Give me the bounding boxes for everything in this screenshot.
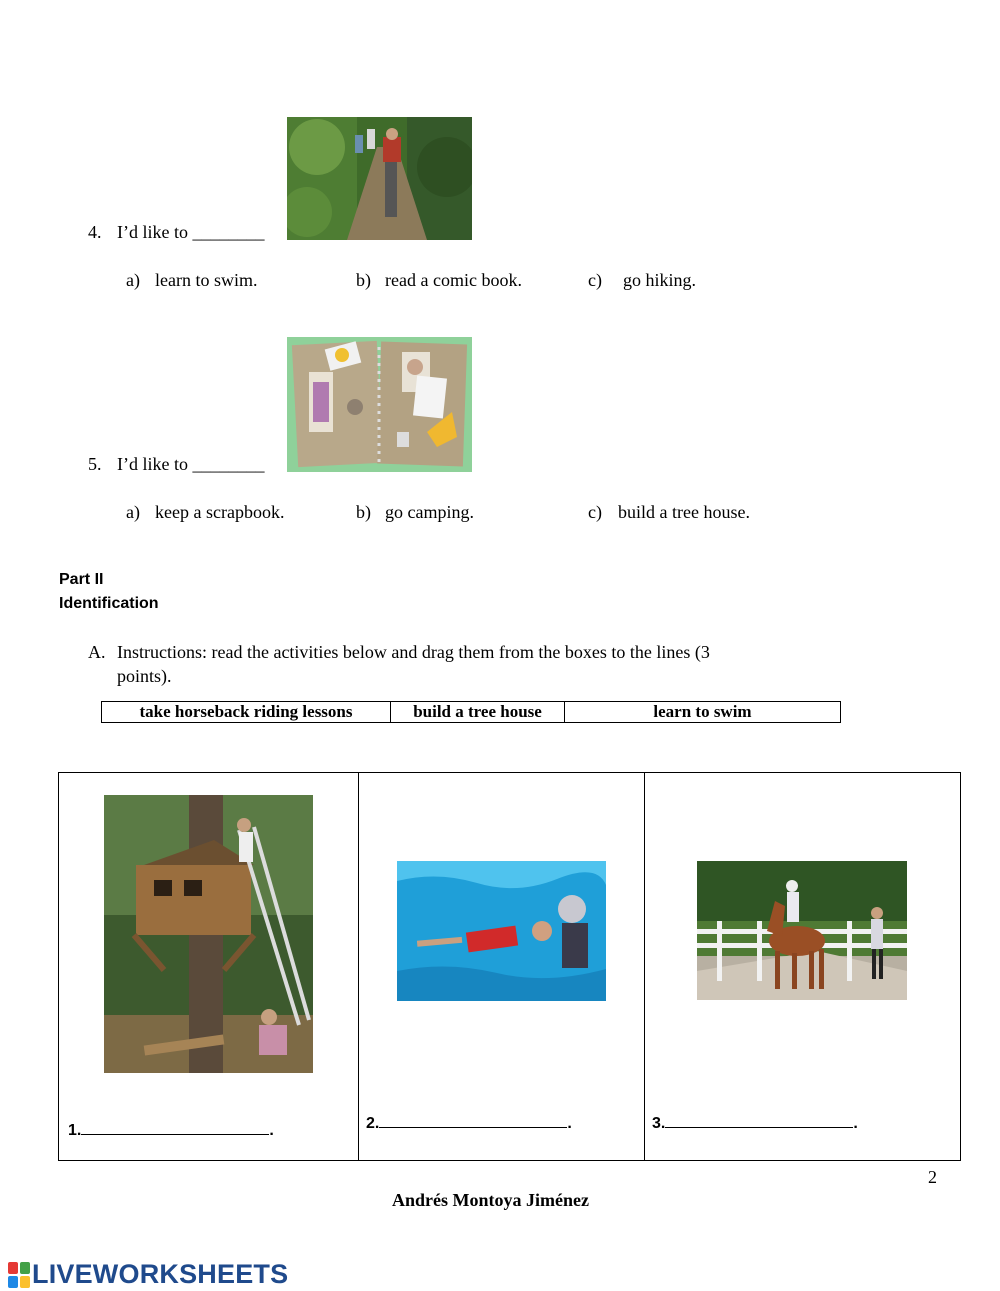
swimming-image xyxy=(397,861,606,1001)
answer-3-blank[interactable] xyxy=(665,1113,853,1128)
liveworksheets-logo-icon xyxy=(8,1262,30,1288)
q4-option-a[interactable]: learn to swim. xyxy=(155,270,258,290)
word-bank-item[interactable]: build a tree house xyxy=(391,702,565,722)
question-5-stem: I’d like to ________ xyxy=(117,454,265,474)
identification-grid xyxy=(58,772,961,1161)
q4-option-b[interactable]: read a comic book. xyxy=(385,270,522,290)
grid-cell-1 xyxy=(59,773,359,1160)
answer-1-number: 1. xyxy=(68,1122,82,1139)
answer-2[interactable] xyxy=(366,1113,572,1133)
horseback-riding-image xyxy=(697,861,907,1000)
scrapbook-image xyxy=(287,337,472,472)
q5-option-a-letter: a) xyxy=(126,502,140,522)
answer-3[interactable] xyxy=(652,1113,858,1133)
part-title: Part II xyxy=(59,571,104,588)
part-subtitle: Identification xyxy=(59,595,159,612)
instruction-letter: A. xyxy=(88,642,106,662)
grid-cell-3 xyxy=(645,773,960,1160)
answer-2-suffix: . xyxy=(567,1115,572,1132)
instruction-line-2: points). xyxy=(117,666,172,686)
answer-3-suffix: . xyxy=(853,1115,858,1132)
instruction-line-1: Instructions: read the activities below and drag them from the boxes to the lines (3 xyxy=(117,642,710,662)
q4-option-a-letter: a) xyxy=(126,270,140,290)
q4-option-b-letter: b) xyxy=(356,270,371,290)
answer-2-blank[interactable] xyxy=(379,1113,567,1128)
author-name: Andrés Montoya Jiménez xyxy=(392,1190,589,1210)
word-bank xyxy=(101,701,841,723)
answer-3-number: 3. xyxy=(652,1115,666,1132)
hiking-image xyxy=(287,117,472,240)
q5-option-c[interactable]: build a tree house. xyxy=(618,502,750,522)
word-bank-item[interactable]: learn to swim xyxy=(653,702,752,721)
word-bank-item[interactable]: take horseback riding lessons xyxy=(102,702,391,722)
answer-2-number: 2. xyxy=(366,1115,380,1132)
q4-option-c[interactable]: go hiking. xyxy=(623,270,697,290)
answer-1-suffix: . xyxy=(269,1122,274,1139)
answer-1-blank[interactable] xyxy=(81,1120,269,1135)
q5-option-b[interactable]: go camping. xyxy=(385,502,474,522)
page-number: 2 xyxy=(928,1167,937,1187)
question-4-number: 4. xyxy=(88,222,102,242)
q5-option-b-letter: b) xyxy=(356,502,371,522)
tree-house-image xyxy=(104,795,313,1073)
grid-cell-2 xyxy=(359,773,645,1160)
answer-1[interactable] xyxy=(68,1120,274,1140)
liveworksheets-logo[interactable] xyxy=(8,1259,288,1290)
q5-option-a[interactable]: keep a scrapbook. xyxy=(155,502,285,522)
q4-option-c-letter: c) xyxy=(588,270,602,290)
q5-option-c-letter: c) xyxy=(588,502,602,522)
liveworksheets-brand: LIVEWORKSHEETS xyxy=(32,1259,289,1289)
question-4-stem: I’d like to ________ xyxy=(117,222,265,242)
question-5-number: 5. xyxy=(88,454,102,474)
